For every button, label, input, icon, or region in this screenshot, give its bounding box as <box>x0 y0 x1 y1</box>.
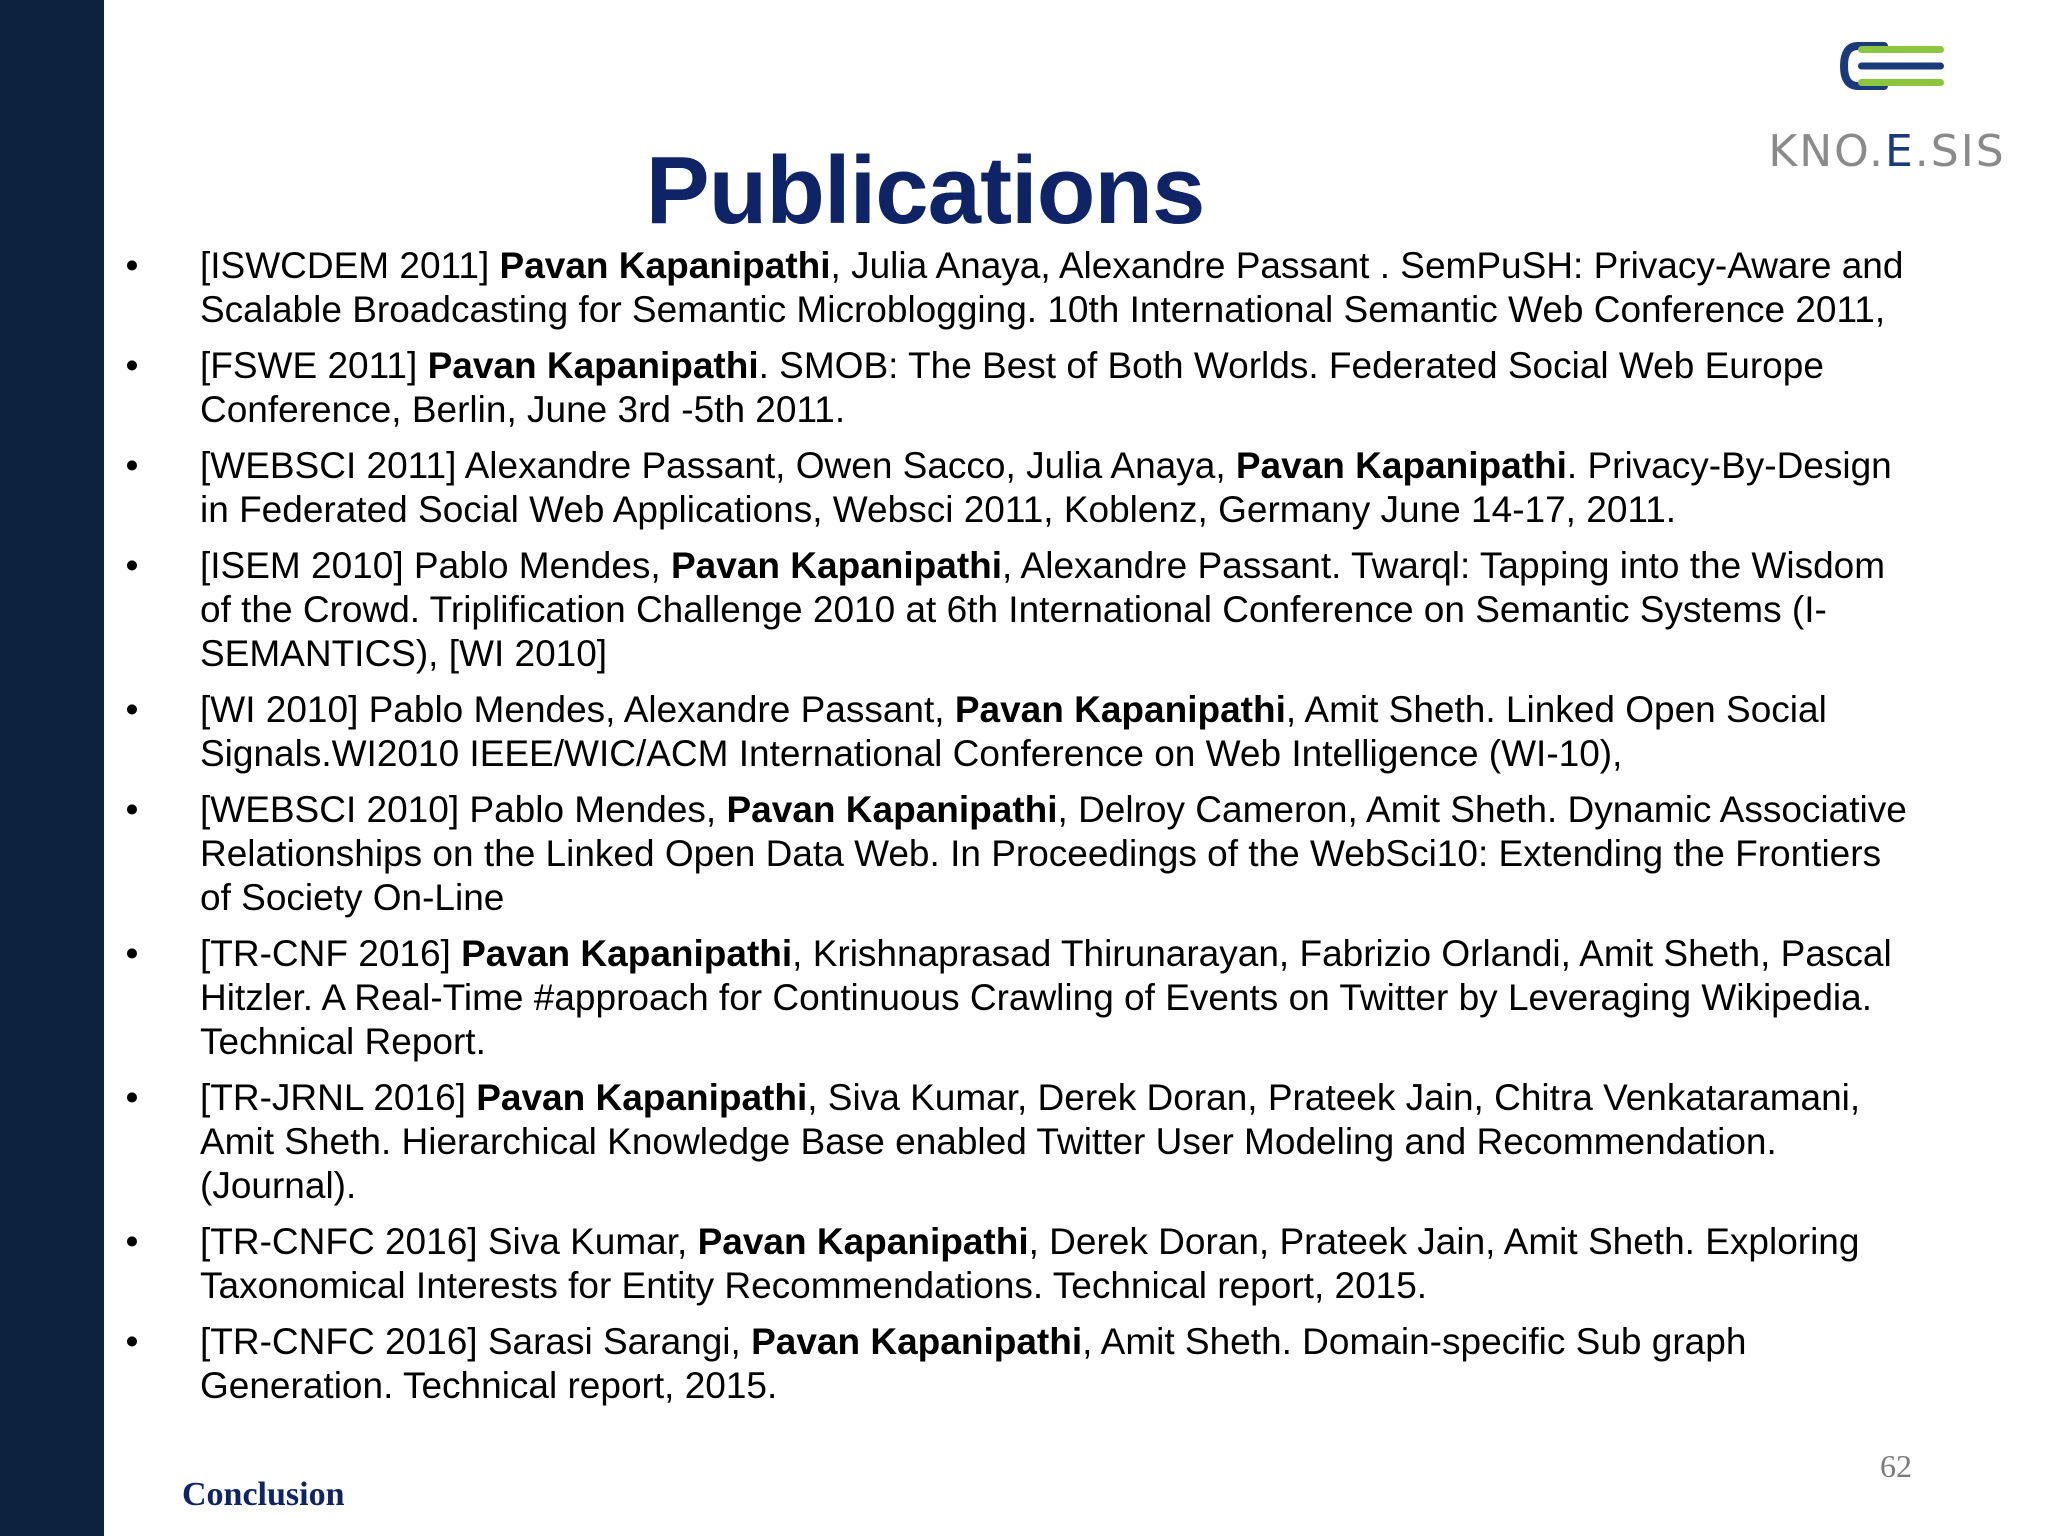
citation-text: [TR-JRNL 2016] <box>200 1077 477 1118</box>
bullet-icon: • <box>125 1221 139 1262</box>
citation-text: . Privacy-By-Design in Federated Social Web Applications, Websci 2011, Koblenz, Germany June 14-17, 2011. <box>200 445 1892 530</box>
bullet-icon: • <box>125 1321 139 1362</box>
publication-item <box>122 688 1922 776</box>
publication-item <box>122 1220 1922 1308</box>
publication-item <box>122 244 1922 332</box>
bullet-icon: • <box>125 1077 139 1118</box>
highlighted-author: Pavan Kapanipathi <box>726 789 1058 830</box>
highlighted-author: Pavan Kapanipathi <box>671 545 1003 586</box>
publication-item <box>122 1320 1922 1408</box>
citation-text: , Alexandre Passant. Twarql: Tapping into the Wisdom of the Crowd. Triplification Challenge 2010 at 6th International Conference on Semantic Systems (I-SEMANTICS), [WI 2010] <box>200 545 1886 674</box>
highlighted-author: Pavan Kapanipathi <box>476 1077 808 1118</box>
bullet-icon: • <box>125 689 139 730</box>
highlighted-author: Pavan Kapanipathi <box>461 933 793 974</box>
publication-item <box>122 932 1922 1064</box>
citation-text: [TR-CNFC 2016] Siva Kumar, <box>200 1221 698 1262</box>
citation-text: [WEBSCI 2010] Pablo Mendes, <box>200 789 727 830</box>
highlighted-author: Pavan Kapanipathi <box>499 245 831 286</box>
citation-text: , Julia Anaya, Alexandre Passant . SemPuSH: Privacy-Aware and Scalable Broadcasting for Semantic Microblogging. 10th International Semantic Web Conference 2011, <box>200 245 1904 330</box>
highlighted-author: Pavan Kapanipathi <box>1235 445 1567 486</box>
publication-item <box>122 544 1922 676</box>
highlighted-author: Pavan Kapanipathi <box>427 345 759 386</box>
citation-text: [WI 2010] Pablo Mendes, Alexandre Passant, <box>200 689 955 730</box>
citation-text: [TR-CNFC 2016] Sarasi Sarangi, <box>200 1321 752 1362</box>
citation-text: [TR-CNF 2016] <box>200 933 462 974</box>
logo-text: KNO.E.SIS <box>1768 126 2006 177</box>
knoesis-e-icon <box>1840 40 1944 92</box>
publication-item <box>122 1076 1922 1208</box>
citation-text: , Siva Kumar, Derek Doran, Prateek Jain, Chitra Venkataramani, Amit Sheth. Hierarchical Knowledge Base enabled Twitter User Modeling and Recommendation. (Journal). <box>200 1077 1861 1206</box>
publication-item <box>122 444 1922 532</box>
bullet-icon: • <box>125 245 139 286</box>
bullet-icon: • <box>125 545 139 586</box>
bullet-icon: • <box>125 445 139 486</box>
bullet-icon: • <box>125 789 139 830</box>
publication-item <box>122 788 1922 920</box>
citation-text: , Amit Sheth. Domain-specific Sub graph Generation. Technical report, 2015. <box>200 1321 1747 1406</box>
publication-list <box>122 244 1922 1420</box>
footer-section-label: Conclusion <box>182 1476 345 1513</box>
slide-title: Publications <box>645 137 1205 244</box>
citation-text: , Krishnaprasad Thirunarayan, Fabrizio Orlandi, Amit Sheth, Pascal Hitzler. A Real-Time #approach for Continuous Crawling of Events on Twitter by Leveraging Wikipedia. Technical Report. <box>200 933 1892 1062</box>
citation-text: , Derek Doran, Prateek Jain, Amit Sheth. Exploring Taxonomical Interests for Entity Recommendations. Technical report, 2015. <box>200 1221 1860 1306</box>
citation-text: , Delroy Cameron, Amit Sheth. Dynamic Associative Relationships on the Linked Open Data Web. In Proceedings of the WebSci10: Extending the Frontiers of Society On-Line <box>200 789 1907 918</box>
highlighted-author: Pavan Kapanipathi <box>954 689 1286 730</box>
citation-text: . SMOB: The Best of Both Worlds. Federated Social Web Europe Conference, Berlin, June 3rd -5th 2011. <box>200 345 1824 430</box>
citation-text: , Amit Sheth. Linked Open Social Signals.WI2010 IEEE/WIC/ACM International Conference on Web Intelligence (WI-10), <box>200 689 1827 774</box>
highlighted-author: Pavan Kapanipathi <box>697 1221 1029 1262</box>
publication-item <box>122 344 1922 432</box>
citation-text: [WEBSCI 2011] Alexandre Passant, Owen Sacco, Julia Anaya, <box>200 445 1236 486</box>
page-number: 62 <box>1880 1448 1912 1484</box>
citation-text: [ISWCDEM 2011] <box>200 245 500 286</box>
citation-text: [ISEM 2010] Pablo Mendes, <box>200 545 671 586</box>
bullet-icon: • <box>125 345 139 386</box>
citation-text: [FSWE 2011] <box>200 345 428 386</box>
bullet-icon: • <box>125 933 139 974</box>
highlighted-author: Pavan Kapanipathi <box>751 1321 1083 1362</box>
